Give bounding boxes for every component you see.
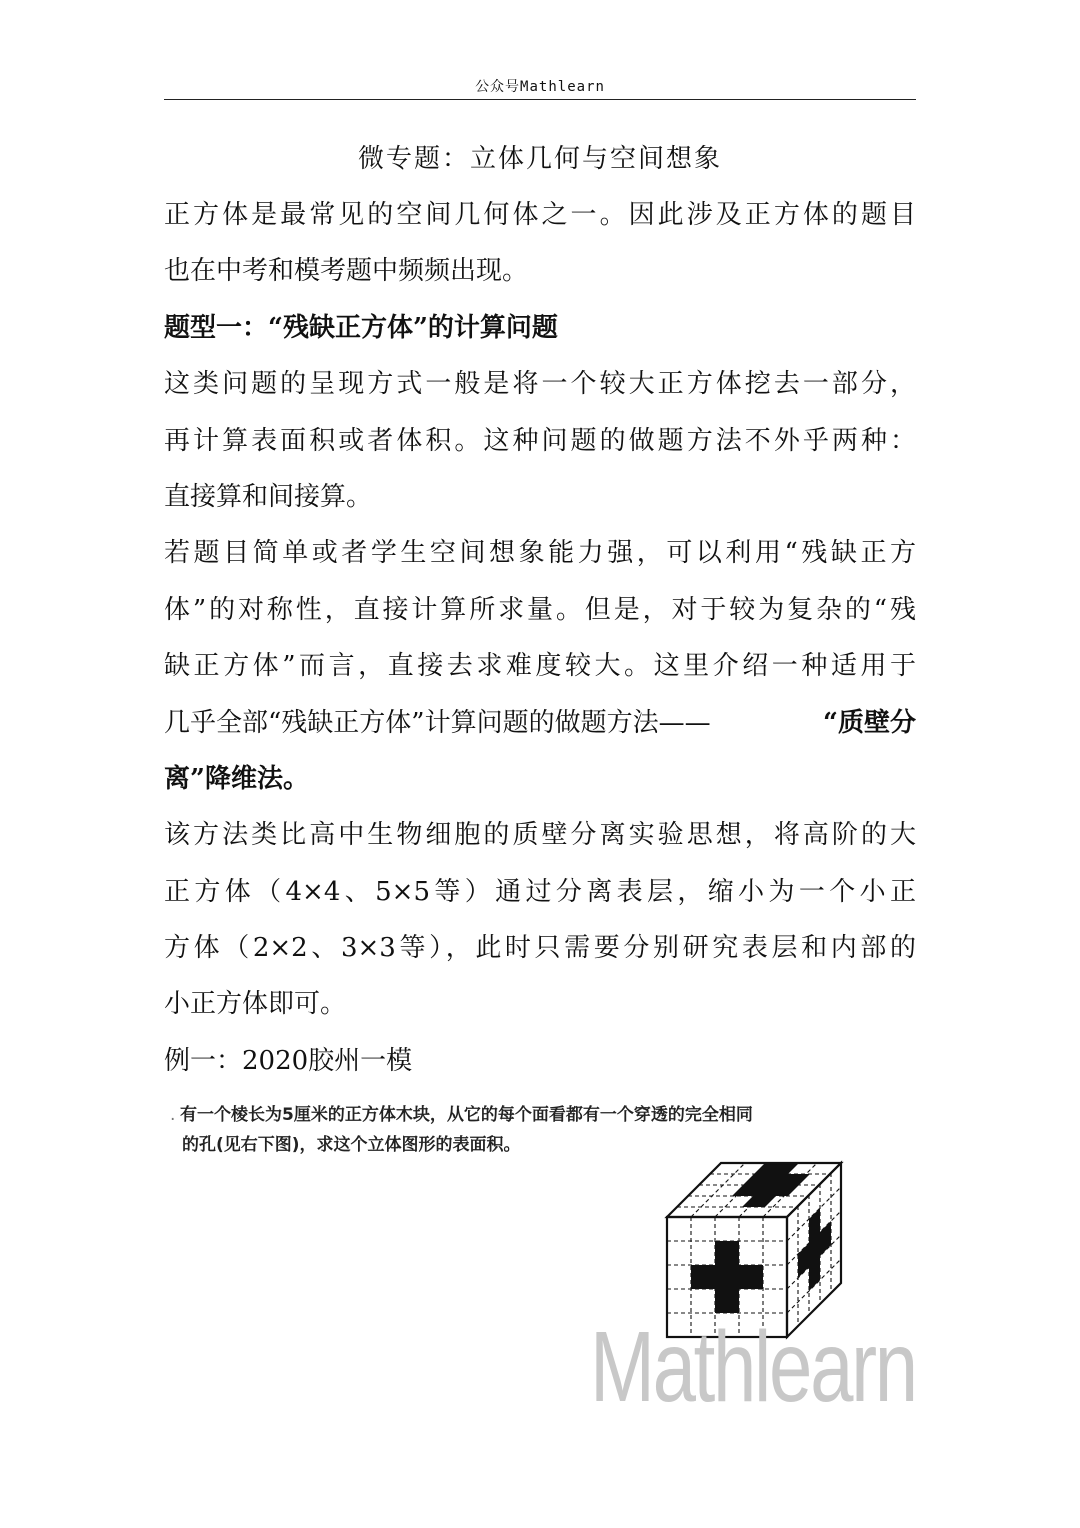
section-heading: 题型一：“残缺正方体”的计算问题 <box>164 312 558 343</box>
para2-line-4-text: 几乎全部“残缺正方体”计算问题的做题方法—— <box>164 707 711 738</box>
problem-marker: . <box>170 1105 176 1125</box>
watermark-text: Mathlearn <box>590 1311 916 1423</box>
para3-line-3: 方体（2×2、3×3等），此时只需要分别研究表层和内部的 <box>164 933 916 964</box>
problem-line-2: 的孔(见右下图)，求这个立体图形的表面积。 <box>182 1135 521 1155</box>
intro-line-2: 也在中考和模考题中频频出现。 <box>164 256 529 287</box>
article-body <box>164 187 916 1033</box>
problem-statement <box>170 1100 753 1160</box>
para2-line-1: 若题目简单或者学生空间想象能力强，可以利用“残缺正方 <box>164 538 916 569</box>
page-header: 公众号Mathlearn <box>475 79 605 95</box>
para1-line-1: 这类问题的呈现方式一般是将一个较大正方体挖去一部分， <box>164 369 916 400</box>
page-title: 微专题：立体几何与空间想象 <box>357 144 722 174</box>
para2-line-3: 缺正方体”而言，直接去求难度较大。这里介绍一种适用于 <box>164 651 916 682</box>
para1-line-3: 直接算和间接算。 <box>164 481 373 512</box>
problem-line-1: 有一个棱长为5厘米的正方体木块，从它的每个面看都有一个穿透的完全相同 <box>180 1105 753 1125</box>
para3-line-1: 该方法类比高中生物细胞的质壁分离实验思想，将高阶的大 <box>164 820 916 851</box>
para2-line-2: 体”的对称性，直接计算所求量。但是，对于较为复杂的“残 <box>164 594 916 625</box>
para2-line-4-emphasis: “质壁分 <box>823 707 916 738</box>
para2-line-4 <box>164 695 916 751</box>
para2-line-5: 离”降维法。 <box>164 763 309 794</box>
para3-line-4: 小正方体即可。 <box>164 989 347 1020</box>
para3-line-2: 正方体（4×4、5×5等）通过分离表层，缩小为一个小正 <box>164 876 916 907</box>
example-label: 例一：2020胶州一模 <box>164 1046 413 1076</box>
para1-line-2: 再计算表面积或者体积。这种问题的做题方法不外乎两种： <box>164 425 916 456</box>
header-rule <box>164 99 916 100</box>
intro-line-1: 正方体是最常见的空间几何体之一。因此涉及正方体的题目 <box>164 200 916 230</box>
